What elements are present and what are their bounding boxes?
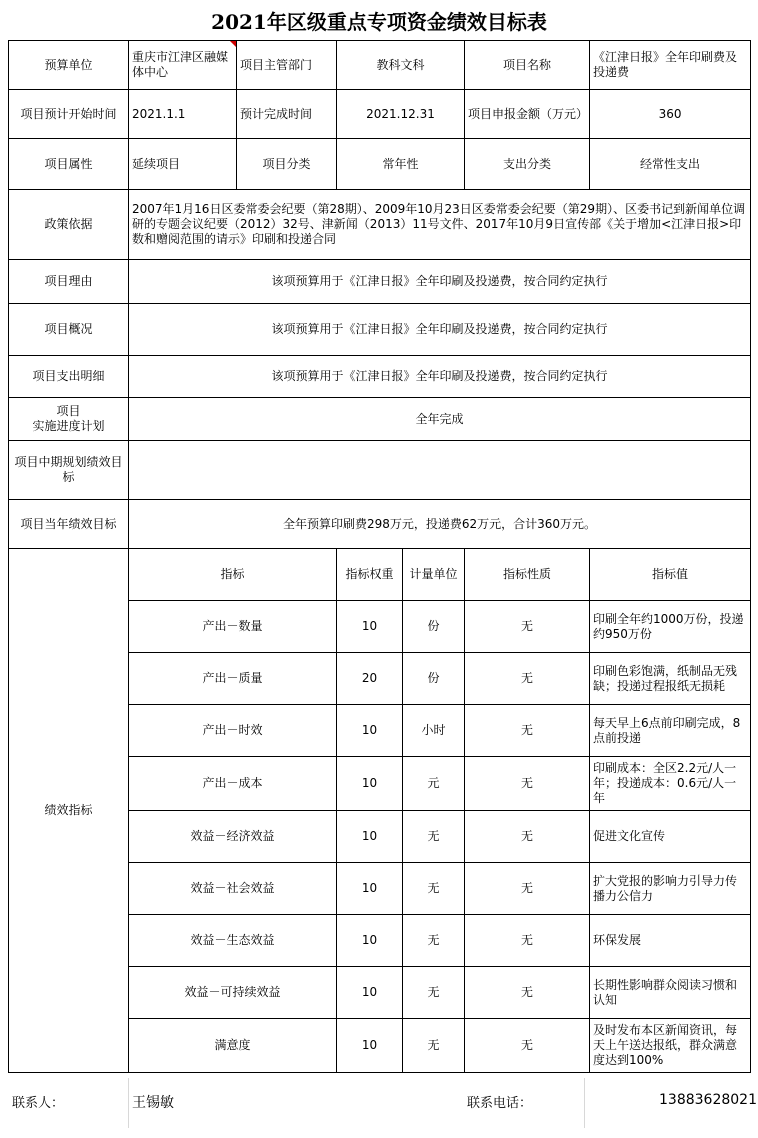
- indicator-header-row: [9, 549, 751, 601]
- indicator-nature[interactable]: 无: [465, 705, 590, 757]
- table-row: [9, 190, 751, 260]
- label-mid-target: 项目中期规划绩效目标: [9, 441, 129, 500]
- indicator-weight[interactable]: 10: [337, 601, 403, 653]
- phone-label: 联系电话：: [467, 1096, 533, 1111]
- indicator-name: 效益－可持续效益: [129, 967, 337, 1019]
- indicator-value[interactable]: 促进文化宣传: [590, 811, 751, 863]
- indicator-weight[interactable]: 10: [337, 863, 403, 915]
- table-row: [9, 441, 751, 500]
- label-start-time: 项目预计开始时间: [9, 90, 129, 139]
- header-indicator: 指标: [129, 549, 337, 601]
- page-title: 2021年区级重点专项资金绩效目标表: [211, 9, 547, 34]
- label-plan: 项目 实施进度计划: [9, 398, 129, 441]
- indicator-weight[interactable]: 10: [337, 1019, 403, 1073]
- label-overview: 项目概况: [9, 304, 129, 356]
- label-attribute: 项目属性: [9, 139, 129, 190]
- value-end-time[interactable]: 2021.12.31: [337, 90, 465, 139]
- indicator-nature[interactable]: 无: [465, 863, 590, 915]
- value-year-target[interactable]: 全年预算印刷费298万元，投递费62万元，合计360万元。: [129, 500, 751, 549]
- label-detail: 项目支出明细: [9, 356, 129, 398]
- indicator-value[interactable]: 长期性影响群众阅读习惯和认知: [590, 967, 751, 1019]
- indicator-nature[interactable]: 无: [465, 811, 590, 863]
- indicator-weight[interactable]: 10: [337, 967, 403, 1019]
- indicator-nature[interactable]: 无: [465, 915, 590, 967]
- indicator-nature[interactable]: 无: [465, 967, 590, 1019]
- label-indicators: 绩效指标: [9, 549, 129, 1073]
- value-detail[interactable]: 该项预算用于《江津日报》全年印刷及投递费，按合同约定执行: [129, 356, 751, 398]
- indicator-weight[interactable]: 10: [337, 915, 403, 967]
- indicator-name: 产出－质量: [129, 653, 337, 705]
- table-row: [9, 260, 751, 304]
- label-reason: 项目理由: [9, 260, 129, 304]
- value-project-name[interactable]: 《江津日报》全年印刷费及投递费: [590, 41, 751, 90]
- indicator-value[interactable]: 环保发展: [590, 915, 751, 967]
- table-row: [9, 304, 751, 356]
- indicator-weight[interactable]: 10: [337, 811, 403, 863]
- indicator-unit[interactable]: 无: [403, 811, 465, 863]
- indicator-name: 产出－成本: [129, 757, 337, 811]
- indicator-unit[interactable]: 无: [403, 863, 465, 915]
- label-amount: 项目申报金额（万元）: [465, 90, 590, 139]
- phone-number[interactable]: 13883628021: [659, 1092, 757, 1108]
- header-value: 指标值: [590, 549, 751, 601]
- indicator-weight[interactable]: 10: [337, 705, 403, 757]
- indicator-value[interactable]: 及时发布本区新闻资讯，每天上午送达报纸，群众满意度达到100%: [590, 1019, 751, 1073]
- indicator-name: 效益－生态效益: [129, 915, 337, 967]
- indicator-nature[interactable]: 无: [465, 601, 590, 653]
- indicator-unit[interactable]: 元: [403, 757, 465, 811]
- contact-label: 联系人：: [12, 1096, 65, 1111]
- indicator-value[interactable]: 每天早上6点前印刷完成，8点前投递: [590, 705, 751, 757]
- label-year-target: 项目当年绩效目标: [9, 500, 129, 549]
- header-unit: 计量单位: [403, 549, 465, 601]
- table-row: [9, 398, 751, 441]
- label-end-time: 预计完成时间: [237, 90, 337, 139]
- value-plan[interactable]: 全年完成: [129, 398, 751, 441]
- label-category: 项目分类: [237, 139, 337, 190]
- label-project-name: 项目名称: [465, 41, 590, 90]
- indicator-unit[interactable]: 份: [403, 601, 465, 653]
- indicator-nature[interactable]: 无: [465, 1019, 590, 1073]
- indicator-unit[interactable]: 无: [403, 967, 465, 1019]
- label-budget-unit: 预算单位: [9, 41, 129, 90]
- contact-name[interactable]: 王锡敏: [132, 1095, 174, 1111]
- indicator-name: 效益－社会效益: [129, 863, 337, 915]
- header-weight: 指标权重: [337, 549, 403, 601]
- value-category[interactable]: 常年性: [337, 139, 465, 190]
- indicator-unit[interactable]: 无: [403, 915, 465, 967]
- header-nature: 指标性质: [465, 549, 590, 601]
- value-reason[interactable]: 该项预算用于《江津日报》全年印刷及投递费，按合同约定执行: [129, 260, 751, 304]
- indicator-weight[interactable]: 20: [337, 653, 403, 705]
- table-row: [9, 356, 751, 398]
- table-row: [9, 41, 751, 90]
- indicator-value[interactable]: 印刷全年约1000万份，投递约950万份: [590, 601, 751, 653]
- table-row: [9, 500, 751, 549]
- table-row: [9, 139, 751, 190]
- value-overview[interactable]: 该项预算用于《江津日报》全年印刷及投递费，按合同约定执行: [129, 304, 751, 356]
- label-expense-type: 支出分类: [465, 139, 590, 190]
- indicator-unit[interactable]: 小时: [403, 705, 465, 757]
- indicator-name: 满意度: [129, 1019, 337, 1073]
- indicator-weight[interactable]: 10: [337, 757, 403, 811]
- value-amount[interactable]: 360: [590, 90, 751, 139]
- indicator-nature[interactable]: 无: [465, 653, 590, 705]
- indicator-value[interactable]: 扩大党报的影响力引导力传播力公信力: [590, 863, 751, 915]
- indicator-name: 效益－经济效益: [129, 811, 337, 863]
- table-row: [9, 90, 751, 139]
- indicator-nature[interactable]: 无: [465, 757, 590, 811]
- indicator-name: 产出－时效: [129, 705, 337, 757]
- label-department: 项目主管部门: [237, 41, 337, 90]
- indicator-name: 产出－数量: [129, 601, 337, 653]
- value-budget-unit[interactable]: 重庆市江津区融媒体中心: [129, 41, 237, 90]
- indicator-unit[interactable]: 份: [403, 653, 465, 705]
- value-policy[interactable]: 2007年1月16日区委常委会纪要（第28期）、2009年10月23日区委常委会纪要（第29期）、区委书记到新闻单位调研的专题会议纪要（2012）32号、津新闻（2013）11号文件、2017年10月9日宣传部《关于增加<江津日报>印数和赠阅范围的请示》印刷和投递合同: [129, 190, 751, 260]
- label-policy: 政策依据: [9, 190, 129, 260]
- value-start-time[interactable]: 2021.1.1: [129, 90, 237, 139]
- value-expense-type[interactable]: 经常性支出: [590, 139, 751, 190]
- value-mid-target[interactable]: [129, 441, 751, 500]
- indicator-value[interactable]: 印刷色彩饱满，纸制品无残缺；投递过程报纸无损耗: [590, 653, 751, 705]
- footer: [0, 1078, 758, 1128]
- performance-table: [8, 40, 751, 1073]
- indicator-unit[interactable]: 无: [403, 1019, 465, 1073]
- value-department[interactable]: 教科文科: [337, 41, 465, 90]
- value-attribute[interactable]: 延续项目: [129, 139, 237, 190]
- indicator-value[interactable]: 印刷成本：全区2.2元/人一年；投递成本：0.6元/人一年: [590, 757, 751, 811]
